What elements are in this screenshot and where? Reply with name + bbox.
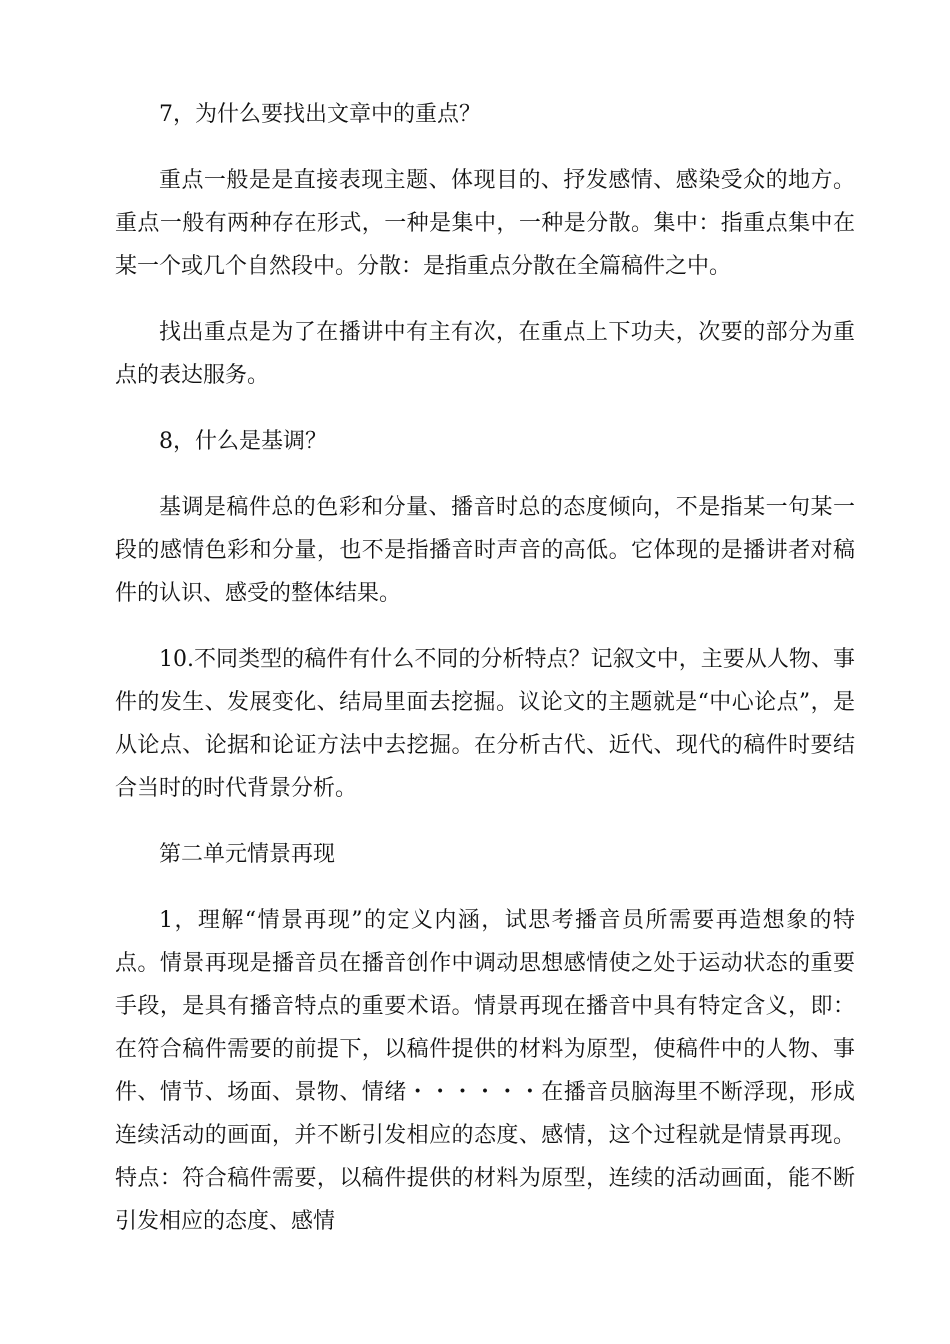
unit-2-heading: 第二单元情景再现	[159, 842, 336, 867]
question-8-heading: 8，什么是基调？	[159, 429, 327, 454]
question-7-answer-paragraph-2: 找出重点是为了在播讲中有主有次，在重点上下功夫，次要的部分为重点的表达服务。	[115, 320, 855, 388]
unit-2-question-1-paragraph: 1，理解“情景再现”的定义内涵，试思考播音员所需要再造想象的特点。情景再现是播音员在播音创作中调动思想感情使之处于运动状态的重要手段，是具有播音特点的重要术语。情景再现在播音中具有特定含义，即：在符合稿件需要的前提下，以稿件提供的材料为原型，使稿件中的人物、事件、情节、场面、景物、情绪・・・・・・在播音员脑海里不断浮现，形成连续活动的画面，并不断引发相应的态度、感情，这个过程就是情景再现。特点：符合稿件需要，以稿件提供的材料为原型，连续的活动画面，能不断引发相应的态度、感情	[115, 908, 855, 1234]
question-10-paragraph: 10.不同类型的稿件有什么不同的分析特点？记叙文中，主要从人物、事件的发生、发展变化、结局里面去挖掘。议论文的主题就是“中心论点”，是从论点、论据和论证方法中去挖掘。在分析古代、近代、现代的稿件时要结合当时的时代背景分析。	[115, 647, 855, 801]
question-7-heading: 7，为什么要找出文章中的重点？	[159, 102, 481, 127]
question-8-answer: 基调是稿件总的色彩和分量、播音时总的态度倾向，不是指某一句某一段的感情色彩和分量，也不是指播音时声音的高低。它体现的是播讲者对稿件的认识、感受的整体结果。	[115, 495, 855, 606]
document-body	[115, 93, 855, 1266]
question-7-answer-paragraph-1: 重点一般是是直接表现主题、体现目的、抒发感情、感染受众的地方。重点一般有两种存在形式，一种是集中，一种是分散。集中：指重点集中在某一个或几个自然段中。分散：是指重点分散在全篇稿件之中。	[115, 168, 855, 279]
